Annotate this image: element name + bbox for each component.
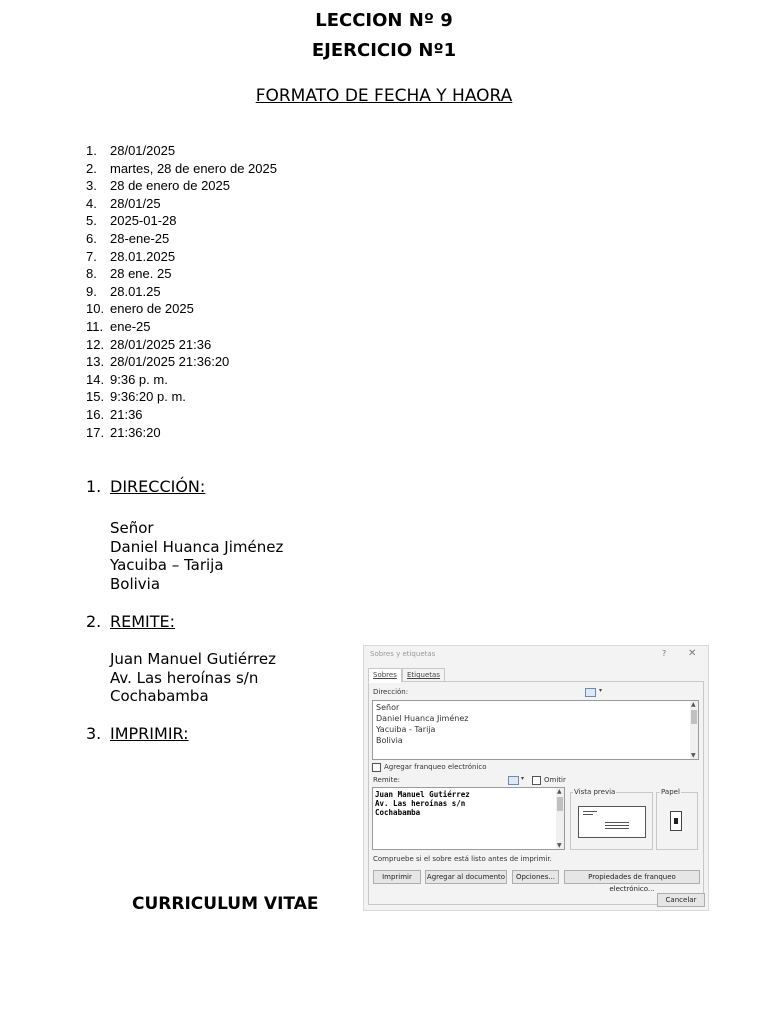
envelopes-dialog [363, 645, 709, 911]
address-line: Daniel Huanca Jiménez [110, 537, 284, 556]
omitir-checkbox[interactable] [532, 776, 541, 785]
dialog-title: Sobres y etiquetas [370, 650, 436, 658]
list-item: 8. 28 ene. 25 [86, 266, 172, 282]
omitir-label: Omitir [544, 776, 566, 784]
list-item: 14. 9:36 p. m. [86, 371, 168, 387]
remite-textarea[interactable]: Juan Manuel Gutiérrez Av. Las heroínas s/n Cochabamba ▲ ▼ [372, 787, 565, 850]
list-item: 3. 28 de enero de 2025 [86, 178, 230, 194]
envelope-preview [578, 806, 646, 838]
address-book-icon[interactable] [508, 776, 519, 785]
address-line: Yacuiba – Tarija [110, 556, 224, 574]
list-item: 4. 28/01/25 [86, 195, 161, 211]
agregar-button[interactable]: Agregar al documento [425, 870, 507, 884]
address-line: Av. Las heroínas s/n [110, 668, 259, 687]
list-item: 13. 28/01/2025 21:36:20 [86, 354, 230, 370]
check-note: Compruebe si el sobre está listo antes de imprimir. [373, 855, 552, 863]
section-heading-imprimir: 3. IMPRIMIR: [86, 724, 189, 743]
cv-heading: CURRICULUM VITAE [132, 894, 319, 914]
direccion-block [110, 519, 283, 593]
section-subtitle: FORMATO DE FECHA Y HAORA [255, 86, 513, 106]
list-item: 7. 28.01.2025 [86, 248, 176, 264]
section-heading-direccion: 1. DIRECCIÓN: [86, 477, 206, 496]
close-icon[interactable]: ✕ [688, 648, 697, 659]
franqueo-checkbox[interactable] [372, 763, 381, 772]
list-item: 11. ene-25 [86, 318, 151, 334]
cancel-button[interactable]: Cancelar [657, 893, 705, 907]
chevron-down-icon[interactable]: ▾ [521, 775, 525, 782]
exercise-title: EJERCICIO Nº1 [311, 40, 457, 61]
list-item: 12. 28/01/2025 21:36 [86, 336, 212, 352]
address-book-icon[interactable] [585, 688, 596, 697]
direccion-textarea[interactable]: Señor Daniel Huanca Jiménez Yacuiba - Tarija Bolivia ▲ ▼ [372, 700, 699, 760]
opciones-button[interactable]: Opciones... [512, 870, 559, 884]
list-item: 15. 9:36:20 p. m. [86, 389, 186, 405]
scrollbar[interactable]: ▲ ▼ [690, 701, 698, 759]
vista-previa-label: Vista previa [574, 788, 616, 796]
date-format-list [86, 142, 277, 441]
chevron-down-icon[interactable]: ▾ [599, 687, 603, 694]
address-line: Juan Manuel Gutiérrez [110, 650, 276, 668]
address-line: Señor [110, 519, 154, 537]
direccion-label: Dirección: [373, 688, 409, 696]
list-item: 6. 28-ene-25 [86, 230, 170, 246]
propiedades-franqueo-button[interactable]: Propiedades de franqueo electrónico... [564, 870, 700, 884]
list-item: 5. 2025-01-28 [86, 213, 177, 229]
lesson-title: LECCION Nº 9 [315, 10, 453, 31]
list-item: 17. 21:36:20 [86, 424, 161, 440]
list-item: 1. 28/01/2025 [86, 143, 176, 158]
list-item: 16. 21:36 [86, 406, 143, 422]
list-item: 10. enero de 2025 [86, 301, 194, 317]
imprimir-button[interactable]: Imprimir [373, 870, 421, 884]
remite-block [110, 650, 276, 706]
paper-feed-icon [670, 811, 682, 831]
list-item: 9. 28.01.25 [86, 283, 161, 299]
address-line: Cochabamba [110, 687, 209, 705]
scrollbar[interactable]: ▲ ▼ [556, 788, 564, 849]
section-heading-remite: 2. REMITE: [86, 612, 176, 631]
papel-label: Papel [661, 788, 680, 796]
tab-etiquetas[interactable]: Etiquetas [402, 668, 445, 682]
list-item: 2. martes, 28 de enero de 2025 [86, 160, 277, 176]
franqueo-label: Agregar franqueo electrónico [384, 763, 487, 771]
remite-label: Remite: [373, 776, 401, 784]
tab-sobres[interactable]: Sobres [368, 668, 402, 683]
address-line: Bolivia [110, 574, 161, 593]
help-icon[interactable]: ? [662, 649, 667, 658]
